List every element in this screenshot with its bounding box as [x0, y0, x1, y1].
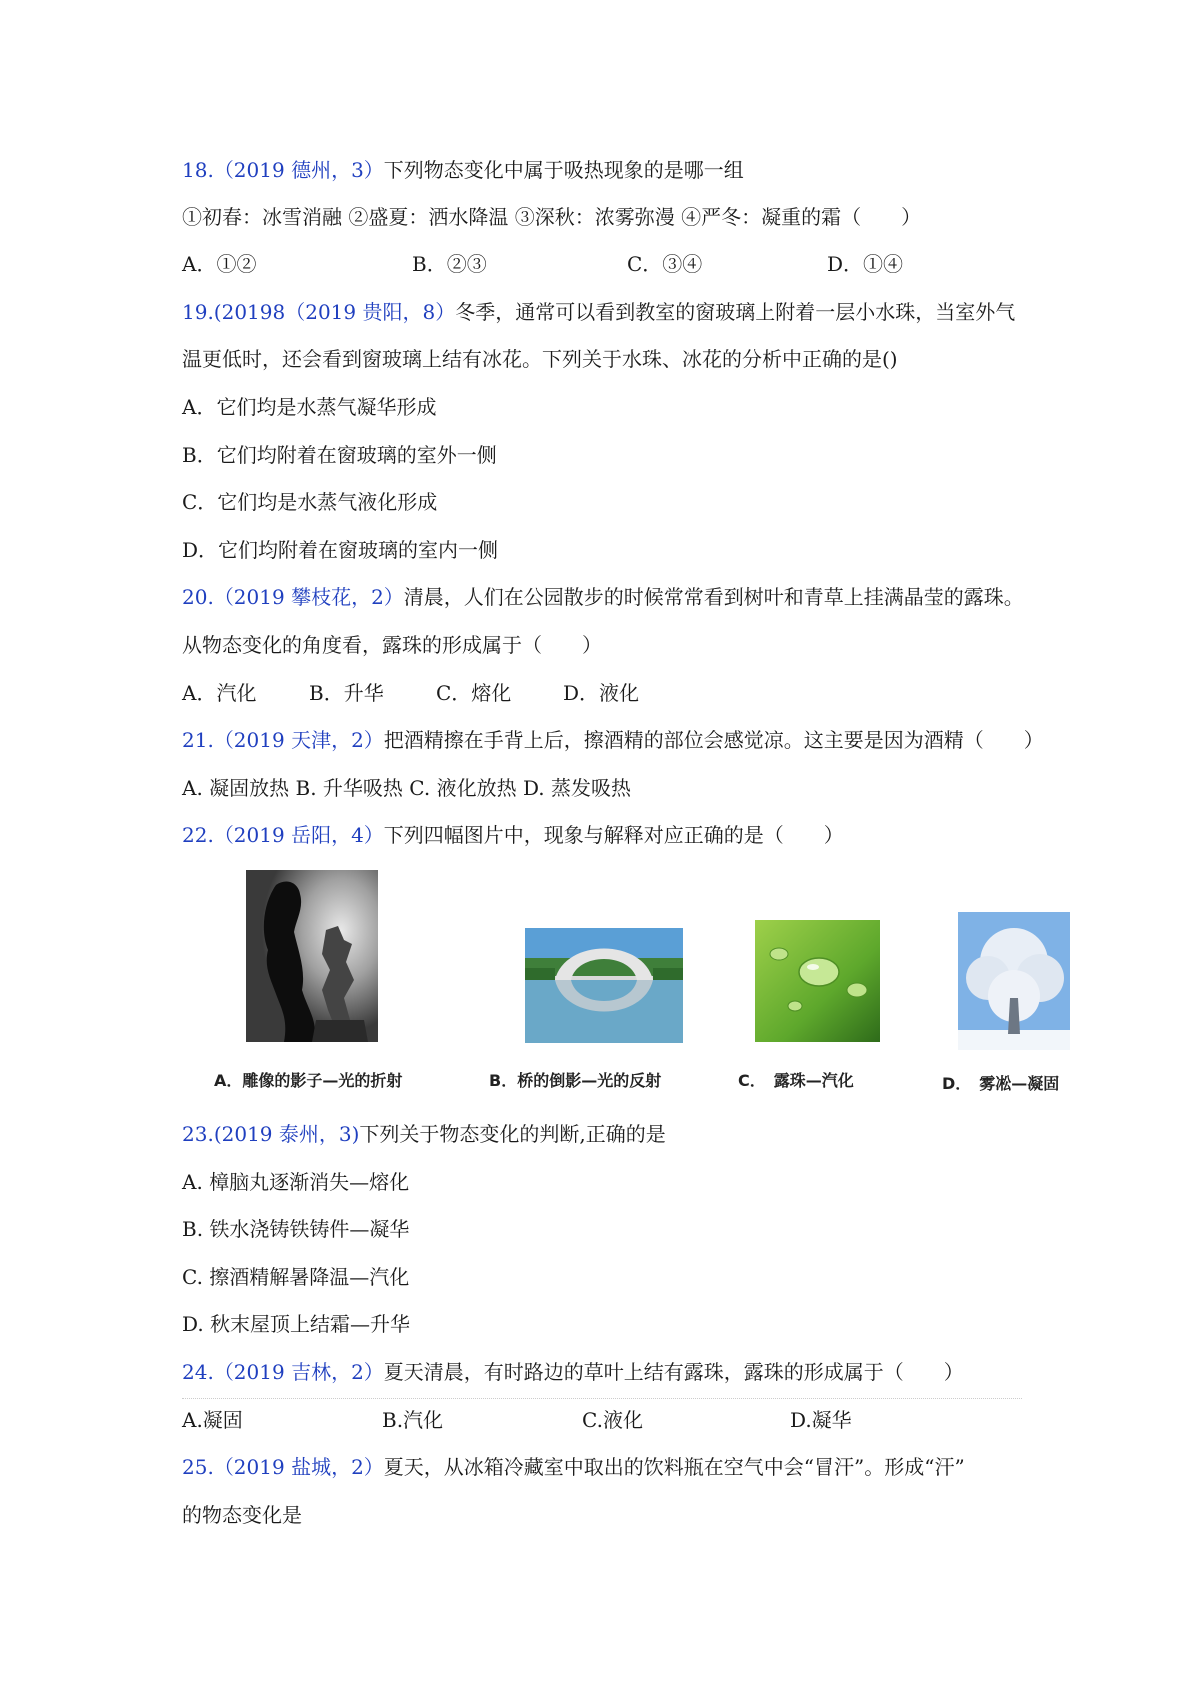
q23-source: (2019 泰州，3)	[213, 1122, 360, 1146]
q19-option-d: D．它们均附着在窗玻璃的室内一侧	[182, 538, 499, 562]
q22-caption-b: B．桥的倒影—光的反射	[489, 1071, 662, 1090]
q22-number: 22.	[182, 823, 214, 847]
q18-option-d: D．①④	[827, 252, 904, 276]
q20-option-d: D．液化	[563, 681, 640, 705]
q19-option-b: B．它们均附着在窗玻璃的室外一侧	[182, 443, 497, 467]
q21-options: A. 凝固放热 B. 升华吸热 C. 液化放热 D. 蒸发吸热	[182, 776, 631, 800]
q21-source: （2019 天津，2）	[213, 728, 384, 752]
q20-option-c: C．熔化	[436, 681, 512, 705]
q24-option-c: C.液化	[582, 1408, 643, 1432]
q19-source: （2019 贵阳，8）	[285, 300, 456, 324]
q22-source: （2019 岳阳，4）	[213, 823, 384, 847]
q20-stem: 清晨，人们在公园散步的时候常常看到树叶和青草上挂满晶莹的露珠。	[403, 585, 1024, 609]
q20-option-b: B．升华	[309, 681, 384, 705]
q21-stem: 把酒精擦在手背上后，擦酒精的部位会感觉凉。这主要是因为酒精（ ）	[383, 728, 1044, 752]
q20-options	[182, 679, 639, 707]
q23-option-d: D. 秋末屋顶上结霜—升华	[182, 1312, 411, 1336]
q20-option-a: A．汽化	[182, 681, 257, 705]
q19-stem2: 温更低时，还会看到窗玻璃上结有冰花。下列关于水珠、冰花的分析中正确的是()	[182, 347, 898, 371]
q23-number: 23.	[182, 1122, 214, 1146]
q19-option-a: A．它们均是水蒸气凝华形成	[182, 395, 437, 419]
q25-stem2: 的物态变化是	[182, 1503, 302, 1527]
q18-option-b: B．②③	[412, 252, 487, 276]
rime-tree-image	[958, 912, 1070, 1050]
q25-stem-line	[182, 1453, 965, 1481]
q23-option-b: B. 铁水浇铸铁铸件—凝华	[182, 1217, 410, 1241]
q25-number: 25.	[182, 1455, 214, 1479]
q19-stem-line	[182, 298, 1015, 326]
q24-option-d: D.凝华	[790, 1408, 852, 1432]
q25-source: （2019 盐城，2）	[213, 1455, 384, 1479]
q22-caption-d: D． 雾凇—凝固	[942, 1074, 1060, 1093]
q23-option-c: C. 擦酒精解暑降温—汽化	[182, 1265, 410, 1289]
q21-stem-line	[182, 726, 1044, 754]
q24-number: 24.	[182, 1360, 214, 1384]
q18-option-a: A．①②	[182, 252, 257, 276]
q23-stem-line	[182, 1120, 666, 1148]
q19-number: 19.(20198	[182, 300, 286, 324]
q18-option-c: C．③④	[627, 252, 703, 276]
q22-caption-c: C． 露珠—汽化	[738, 1071, 854, 1090]
q19-option-c: C．它们均是水蒸气液化形成	[182, 490, 438, 514]
q23-option-a: A. 樟脑丸逐渐消失—熔化	[182, 1170, 410, 1194]
q24-option-a: A.凝固	[182, 1408, 243, 1432]
q20-stem-line	[182, 583, 1024, 611]
dotted-divider	[182, 1398, 1022, 1399]
q18-stem2: ①初春：冰雪消融 ②盛夏：洒水降温 ③深秋：浓雾弥漫 ④严冬：凝重的霜（ ）	[182, 205, 922, 229]
q19-stem: 冬季，通常可以看到教室的窗玻璃上附着一层小水珠，当室外气	[455, 300, 1016, 324]
q22-stem-line	[182, 821, 844, 849]
q22-caption-a: A．雕像的影子—光的折射	[214, 1071, 403, 1090]
q21-number: 21.	[182, 728, 214, 752]
q24-stem: 夏天清晨，有时路边的草叶上结有露珠，露珠的形成属于（ ）	[383, 1360, 964, 1384]
q24-stem-line	[182, 1358, 964, 1386]
q18-number: 18.	[182, 158, 214, 182]
q25-stem: 夏天，从冰箱冷藏室中取出的饮料瓶在空气中会“冒汗”。形成“汗”	[383, 1455, 965, 1479]
q22-stem: 下列四幅图片中，现象与解释对应正确的是（ ）	[383, 823, 844, 847]
q24-options	[182, 1406, 852, 1434]
q20-source: （2019 攀枝花，2）	[213, 585, 404, 609]
dew-drop-leaf-image	[755, 920, 880, 1042]
q23-stem: 下列关于物态变化的判断,正确的是	[359, 1122, 666, 1146]
q18-stem: 下列物态变化中属于吸热现象的是哪一组	[383, 158, 744, 182]
q24-source: （2019 吉林，2）	[213, 1360, 384, 1384]
q24-option-b: B.汽化	[382, 1408, 444, 1432]
q18-stem-line	[182, 156, 744, 184]
q18-source: （2019 德州，3）	[213, 158, 384, 182]
q20-number: 20.	[182, 585, 214, 609]
statue-shadow-image	[246, 870, 378, 1042]
q18-options	[182, 250, 903, 278]
q20-stem2: 从物态变化的角度看，露珠的形成属于（ ）	[182, 633, 602, 657]
bridge-reflection-image	[525, 928, 683, 1043]
